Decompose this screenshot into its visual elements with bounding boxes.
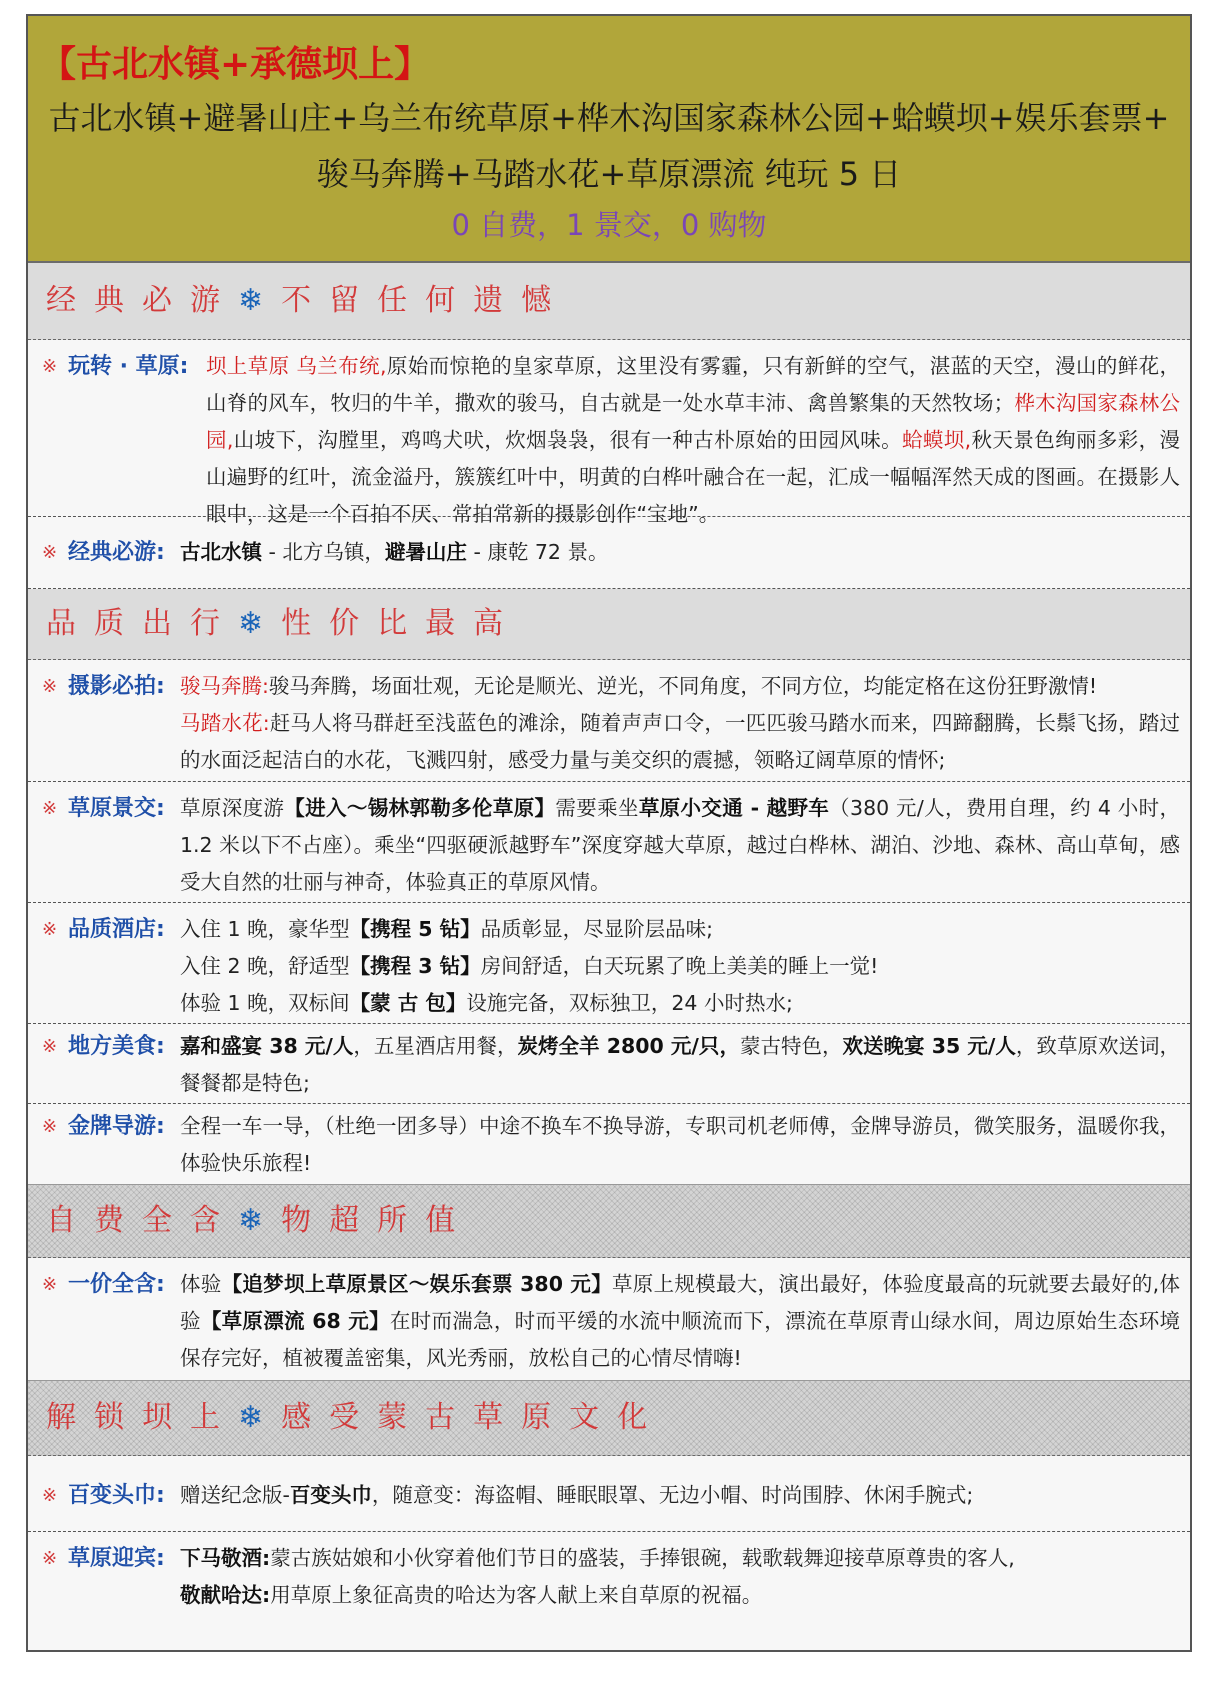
bullet-icon: ※ bbox=[42, 798, 58, 819]
bullet-icon: ※ bbox=[42, 676, 58, 697]
item-meishi bbox=[28, 1024, 1190, 1104]
tagline: 0 自费，1 景交，0 购物 bbox=[451, 208, 767, 242]
item-yingbin bbox=[28, 1532, 1190, 1632]
route-line-2: 骏马奔腾+马踏水花+草原漂流 纯玩 5 日 bbox=[316, 155, 902, 193]
body-text: 山坡下，沟膛里，鸡鸣犬吠，炊烟袅袅，很有一种古朴原始的田园风味。 bbox=[233, 428, 902, 452]
body-text: - 北方乌镇， bbox=[262, 540, 385, 564]
body-text: 用草原上象征高贵的哈达为客人献上来自草原的祝福。 bbox=[270, 1583, 763, 1607]
body-text: 品质彰显，尽显阶层品味; bbox=[480, 917, 714, 941]
highlight-text: 骏马奔腾: bbox=[180, 674, 269, 698]
body-text: 蒙古族姑娘和小伙穿着他们节日的盛装，手捧银碗，载歌载舞迎接草原尊贵的客人, bbox=[270, 1546, 1015, 1570]
bullet-icon: ※ bbox=[42, 1274, 58, 1295]
bold-text: 【草原漂流 68 元】 bbox=[200, 1309, 390, 1333]
body-text: 在时而湍急，时而平缓的水流中顺流而下，漂流在草原青山绿水间，周边原始生态环境保存完好，植被覆盖密集，风光秀丽，放松自己的心情尽情嗨! bbox=[180, 1309, 1181, 1370]
item-sheying bbox=[28, 660, 1190, 782]
item-label: 地方美食: bbox=[68, 1034, 165, 1059]
bullet-icon: ※ bbox=[42, 356, 58, 377]
body-text: 全程一车一导，（杜绝一团多导）中途不换车不换导游，专职司机老师傅，金牌导游员，微笑服务，温暖你我，体验快乐旅程! bbox=[180, 1114, 1180, 1175]
body-text: 赶马人将马群赶至浅蓝色的滩涂，随着声声口令，一匹匹骏马踏水而来，四蹄翻腾，长鬃飞扬，踏过的水面泛起洁白的水花，飞溅四射，感受力量与美交织的震撼，领略辽阔草原的情怀; bbox=[180, 711, 1180, 772]
bullet-icon: ※ bbox=[42, 1116, 58, 1137]
body-text: 设施完备，双标独卫，24 小时热水; bbox=[466, 991, 793, 1015]
body-text: 骏马奔腾，场面壮观，无论是顺光、逆光，不同角度，不同方位，均能定格在这份狂野激情! bbox=[268, 674, 1098, 698]
body-text: ，五星酒店用餐， bbox=[353, 1034, 518, 1058]
bold-text: 敬献哈达: bbox=[180, 1583, 271, 1607]
bullet-icon: ※ bbox=[42, 919, 58, 940]
item-toujin bbox=[28, 1456, 1190, 1532]
page-title: 【古北水镇+承德坝上】 bbox=[40, 44, 431, 85]
item-label: 摄影必拍: bbox=[68, 674, 165, 699]
section-band-4 bbox=[28, 1380, 1190, 1456]
route-line-1: 古北水镇+避暑山庄+乌兰布统草原+桦木沟国家森林公园+蛤蟆坝+娱乐套票+ bbox=[48, 99, 1170, 137]
bold-text: 【携程 3 钻】 bbox=[349, 954, 481, 978]
bullet-icon: ※ bbox=[42, 1036, 58, 1057]
section-band-1 bbox=[28, 263, 1190, 340]
bold-text: 草原小交通 - 越野车 bbox=[638, 796, 830, 820]
bold-text: 嘉和盛宴 38 元/人 bbox=[180, 1034, 354, 1058]
section-band-2 bbox=[28, 589, 1190, 660]
snowflake-icon: ❄ bbox=[238, 1400, 282, 1435]
item-wanzhuan bbox=[28, 340, 1190, 526]
section-4-right: 感受蒙古草原文化 bbox=[281, 1400, 666, 1435]
item-label: 玩转 · 草原: bbox=[68, 354, 189, 379]
highlight-text: 桦木沟国家森林公园, bbox=[206, 391, 1180, 452]
bold-text: 避暑山庄 bbox=[384, 540, 467, 564]
body-text: 房间舒适，白天玩累了晚上美美的睡上一觉! bbox=[480, 954, 879, 978]
body-text: 入住 1 晚，豪华型 bbox=[180, 917, 350, 941]
body-text: （380 元/人，费用自理，约 4 小时，1.2 米以下不占座）。乘坐“四驱硬派越野车”深度穿越大草原，越过白桦林、湖泊、沙地、森林、高山草甸，感受大自然的壮丽与神奇，体验真正的草原风情。 bbox=[180, 796, 1180, 894]
body-text: 体验 bbox=[180, 1272, 222, 1296]
bold-text: 【追梦坝上草原景区～娱乐套票 380 元】 bbox=[221, 1272, 612, 1296]
section-3-left: 自费全含 bbox=[46, 1203, 238, 1238]
item-label: 金牌导游: bbox=[68, 1114, 165, 1139]
item-label: 百变头巾: bbox=[68, 1483, 165, 1508]
highlight-text: 蛤蟆坝, bbox=[902, 428, 972, 452]
section-4-left: 解锁坝上 bbox=[46, 1400, 238, 1435]
highlight-text: 坝上草原 乌兰布统, bbox=[206, 354, 387, 378]
body-text: ，随意变：海盗帽、睡眠眼罩、无边小帽、时尚围脖、休闲手腕式; bbox=[371, 1483, 974, 1507]
body-text: - 康乾 72 景。 bbox=[466, 540, 609, 564]
header-banner bbox=[28, 16, 1190, 263]
bold-text: 欢送晚宴 35 元/人 bbox=[842, 1034, 1016, 1058]
bullet-icon: ※ bbox=[42, 1485, 58, 1506]
section-2-left: 品质出行 bbox=[46, 606, 238, 641]
body-text: 秋天景色绚丽多彩，漫山遍野的红叶，流金溢丹，簇簇红叶中，明黄的白桦叶融合在一起，汇成一幅幅浑然天成的图画。在摄影人眼中，这是一个百拍不厌、常拍常新的摄影创作“宝地”。 bbox=[206, 428, 1180, 526]
snowflake-icon: ❄ bbox=[238, 606, 282, 641]
bold-text: 【蒙 古 包】 bbox=[349, 991, 467, 1015]
bold-text: 百变头巾 bbox=[289, 1483, 372, 1507]
bold-text: 古北水镇 bbox=[180, 540, 262, 564]
bullet-icon: ※ bbox=[42, 1548, 58, 1569]
item-label: 一价全含: bbox=[68, 1272, 165, 1297]
bullet-icon: ※ bbox=[42, 542, 58, 563]
bold-text: 炭烤全羊 2800 元/只， bbox=[517, 1034, 740, 1058]
body-text: 草原深度游 bbox=[180, 796, 285, 820]
body-text: 草原上规模最大，演出最好，体验度最高的玩就要去最好的, bbox=[611, 1272, 1160, 1296]
section-1-left: 经典必游 bbox=[46, 283, 238, 318]
itinerary-sheet bbox=[26, 14, 1192, 1652]
item-jiudian bbox=[28, 903, 1190, 1024]
body-text: ，致草原欢送词，餐餐都是特色; bbox=[180, 1034, 1181, 1095]
item-label: 品质酒店: bbox=[68, 917, 165, 942]
item-jingjiao bbox=[28, 782, 1190, 903]
bold-text: 【携程 5 钻】 bbox=[349, 917, 481, 941]
body-text: 入住 2 晚，舒适型 bbox=[180, 954, 350, 978]
item-daoyou bbox=[28, 1104, 1190, 1184]
highlight-text: 马踏水花: bbox=[180, 711, 270, 735]
section-3-right: 物超所值 bbox=[281, 1203, 474, 1238]
item-yijia bbox=[28, 1258, 1190, 1380]
snowflake-icon: ❄ bbox=[238, 283, 282, 318]
body-text: 原始而惊艳的皇家草原，这里没有雾霾，只有新鲜的空气，湛蓝的天空，漫山的鲜花，山脊的风车，牧归的牛羊，撒欢的骏马，自古就是一处水草丰沛、禽兽繁集的天然牧场； bbox=[206, 354, 1180, 415]
section-1-right: 不留任何遗憾 bbox=[281, 283, 570, 318]
section-band-3 bbox=[28, 1184, 1190, 1258]
body-text: 赠送纪念版- bbox=[180, 1483, 290, 1507]
bold-text: 下马敬酒: bbox=[180, 1546, 271, 1570]
body-text: 需要乘坐 bbox=[555, 796, 639, 820]
body-text: 体验 1 晚，双标间 bbox=[180, 991, 350, 1015]
section-2-right: 性价比最高 bbox=[281, 606, 522, 641]
item-label: 草原景交: bbox=[68, 796, 165, 821]
body-text: 体验 bbox=[180, 1272, 1180, 1333]
item-label: 草原迎宾: bbox=[68, 1546, 165, 1571]
snowflake-icon: ❄ bbox=[238, 1203, 282, 1238]
item-label: 经典必游: bbox=[68, 540, 165, 565]
bold-text: 【进入～锡林郭勒多伦草原】 bbox=[284, 796, 556, 820]
item-jingdian bbox=[28, 517, 1190, 589]
body-text: 蒙古特色， bbox=[739, 1034, 843, 1058]
